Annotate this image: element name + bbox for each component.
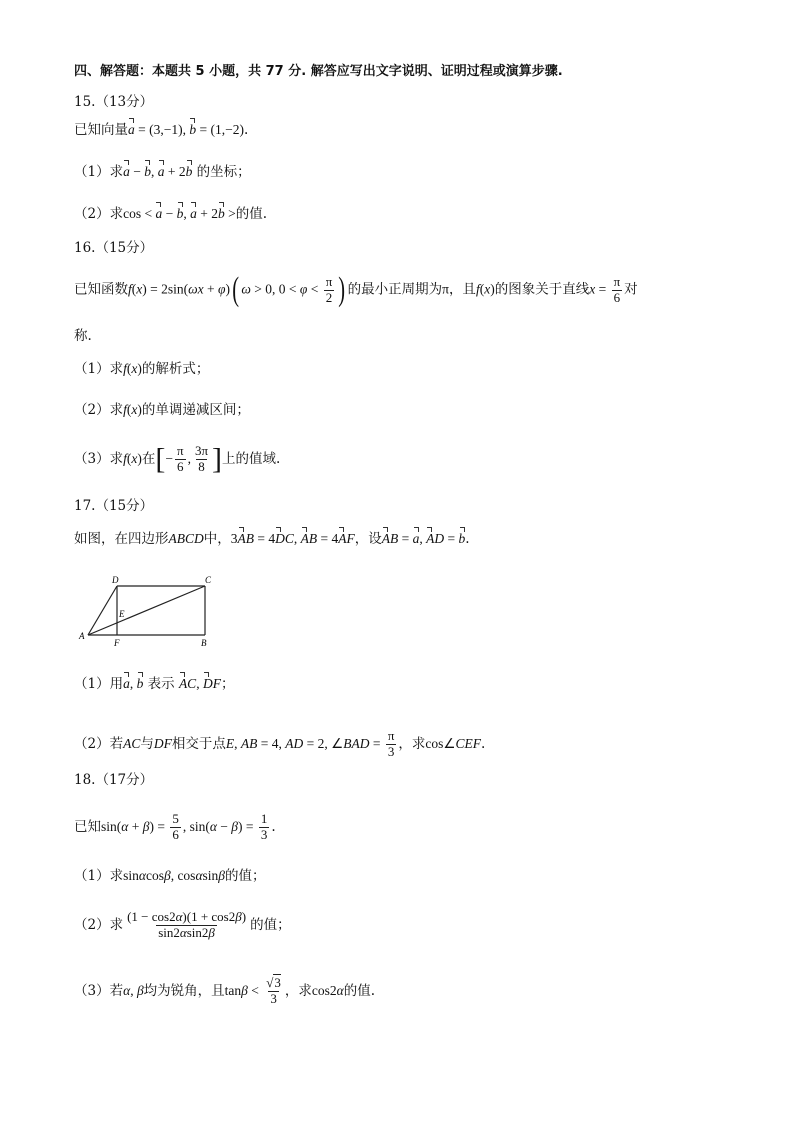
problem-16-stem: 已知函数f(x) = 2sin(ωx + φ)( ω > 0, 0 < φ < $\frac{\pi}{2}$ ) 的最小正周期为π，且f(x)的图象关于直线x = $\frac{\pi}{6}$ 对 (74, 271, 638, 308)
label-e: E (119, 609, 125, 619)
quadrilateral-figure (76, 572, 221, 650)
label-f: F (114, 638, 120, 648)
section-header: 四、解答题：本题共 5 小题，共 77 分. 解答应写出文字说明、证明过程或演算步骤. (74, 64, 563, 79)
problem-15-q1: （1）求a − b, a + 2b 的坐标； (74, 164, 251, 180)
label-c: C (205, 575, 212, 585)
problem-15-number: 15.（13分） (74, 94, 154, 110)
problem-15-stem: 已知向量a = (3,−1), b = (1,−2). (74, 122, 249, 138)
problem-15-q2: （2）求cos < a − b, a + 2b >的值. (74, 206, 267, 222)
problem-17-number: 17.（15分） (74, 498, 154, 514)
problem-18-number: 18.（17分） (74, 772, 154, 788)
problem-18-q2: （2）求 $\frac{(1 - \cos 2\alpha)(1 + \cos 2\beta)}{\sin 2\alpha\sin 2\beta}$ 的值； (74, 909, 291, 940)
label-b: B (201, 638, 207, 648)
problem-18-stem: 已知sin(α + β) = $\frac{5}{6}$ , sin(α − β) = $\frac{1}{3}$ . (74, 811, 276, 842)
problem-17-q1: （1）用a, b 表示 AC, DF； (74, 676, 235, 692)
problem-17-q2: （2）若AC与DF相交于点E, AB = 4, AD = 2, ∠BAD = $\frac{\pi}{3}$ ，求cos∠CEF. (74, 728, 486, 759)
problem-17-stem: 如图，在四边形ABCD中，3AB = 4DC, AB = 4AF，设AB = a, AD = b. (74, 531, 470, 547)
problem-16-q2: （2）求f(x)的单调递减区间； (74, 402, 250, 418)
problem-18-q1: （1）求sinαcosβ, cosαsinβ的值； (74, 868, 266, 884)
problem-16-number: 16.（15分） (74, 240, 154, 256)
problem-18-q3: （3）若α, β均为锐角，且tanβ < $\frac{√3}{3}$ ，求cos2α的值. (74, 975, 376, 1006)
label-a: A (79, 631, 85, 641)
label-d: D (112, 575, 119, 585)
problem-16-q1: （1）求f(x)的解析式； (74, 361, 210, 377)
problem-16-stem-cont: 称. (74, 328, 92, 344)
problem-16-q3: （3）求f(x)在[− $\frac{\pi}{6}$ , $\frac{3\pi}{8}$ ]上的值域. (74, 442, 281, 476)
